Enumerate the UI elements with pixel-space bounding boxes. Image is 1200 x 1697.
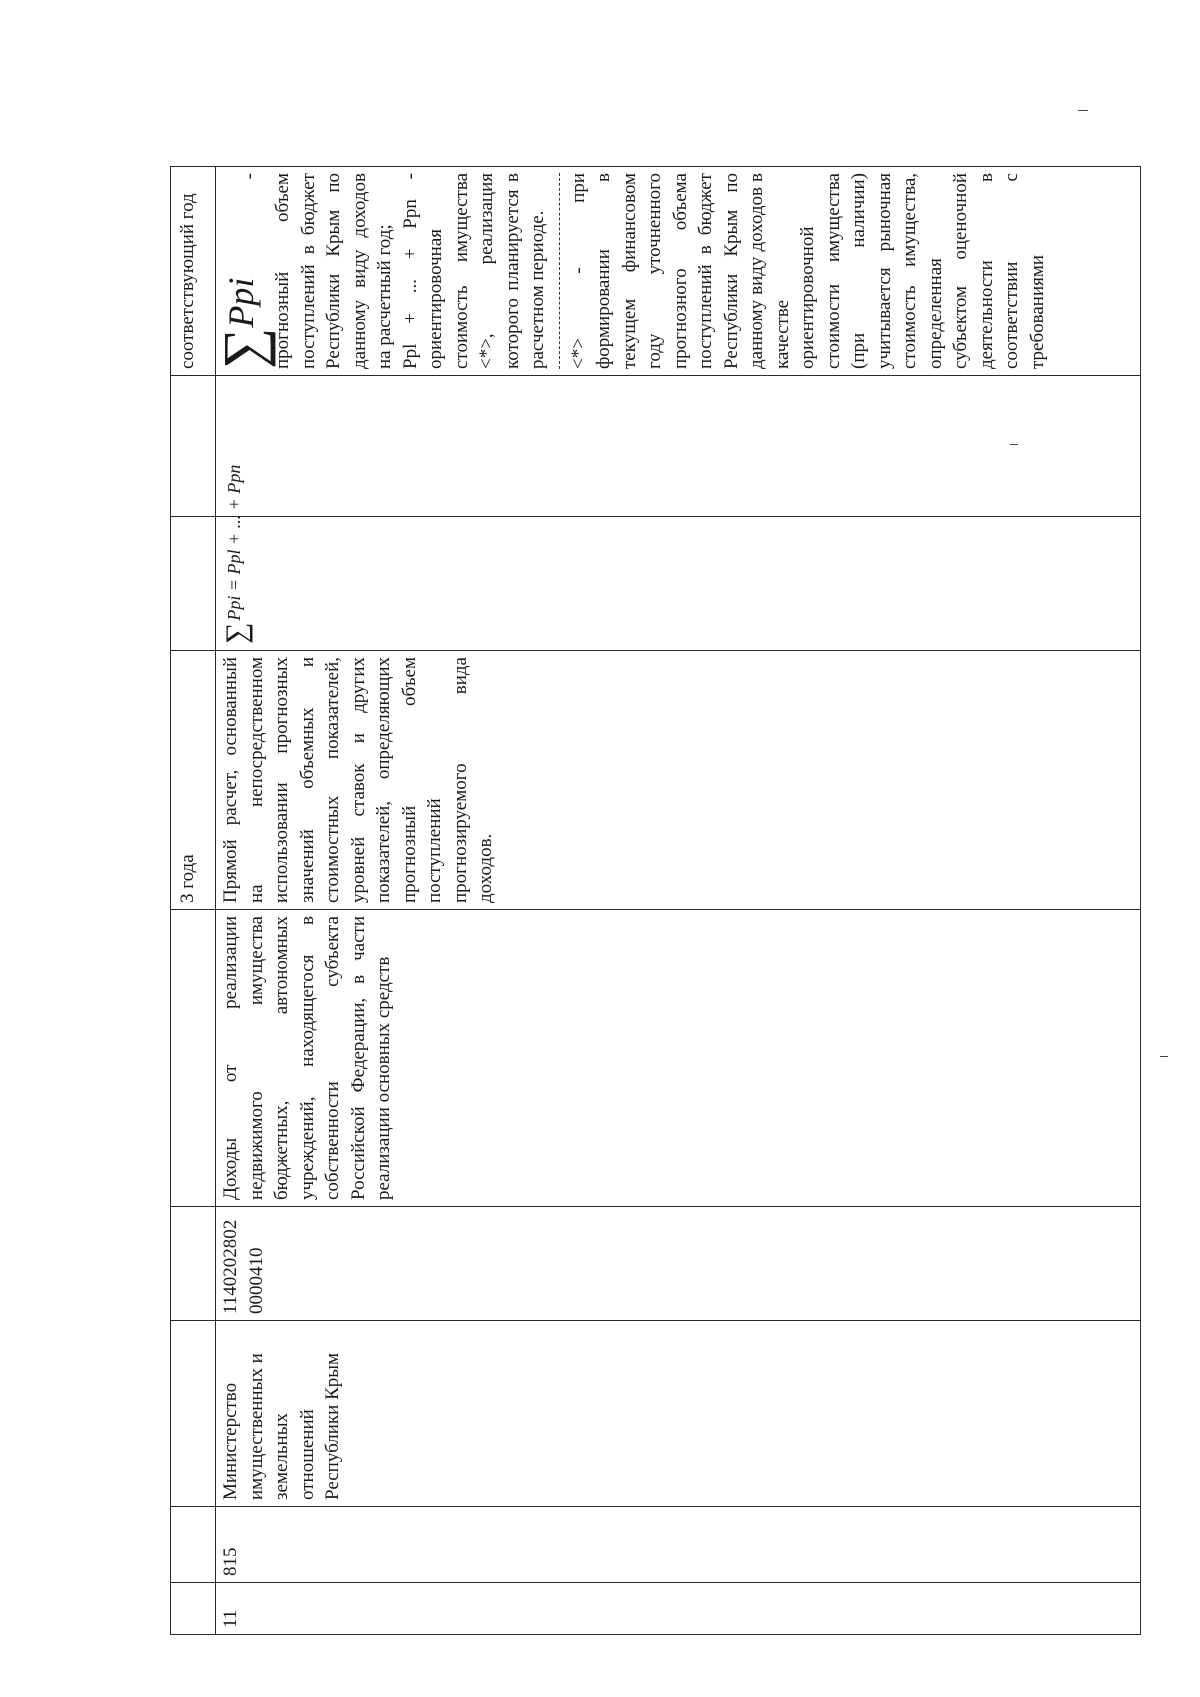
cont-cell-period: 3 года [171,651,216,910]
formula [220,464,253,644]
cont-cell-3 [171,1321,216,1507]
scan-speck [1010,444,1018,445]
footnote-text: <*> - при формировании в текущем финансовом году уточненного прогнозного объема поступлений в бюджет Республики Крым по данному виду доходов в качестве ориентировочной стоимости имущества (при наличии) учитывается рыночная стоимость имущества, определенная субъектом оценочной деятельности в соответствии с требованиями [567,173,1048,369]
sum-sign-large-icon: ∑ [211,327,276,369]
footnote-separator [559,173,560,369]
cont-cell-5 [171,910,216,1207]
cont-cell-8 [171,376,216,517]
empty-cell [216,376,1141,517]
cont-cell-2 [171,1507,216,1583]
scan-speck [1078,110,1088,111]
continuation-row [171,167,216,1635]
cont-cell-year: соответствующий год [171,167,216,376]
budget-classification-code [216,1207,1141,1321]
ppi-symbol: Ppi [221,277,261,328]
scan-speck [1160,1056,1168,1057]
calculation-method: Прямой расчет, основанный на непосредственном использовании прогнозных значений объемных и стоимостных показателей, уровней ставок и других показателей, определяющих прогнозный объем поступлений прогнозируемого вида доходов. [216,651,1141,910]
forecast-methods-table [170,166,1141,1635]
kbk-text: 11402028020000410 [220,1219,267,1314]
sum-sign-icon: ∑ [220,622,253,644]
description-first-paragraph [211,173,398,369]
administrator-name: Министерство имущественных и земельных отношений Республики Крым [216,1321,1141,1507]
cont-cell-4 [171,1207,216,1321]
cont-cell-7 [171,517,216,651]
ppi-definition: - прогнозный объем поступлений в бюджет Республики Крым по данному виду доходов на расчетный год; [239,173,395,369]
table-row [216,167,1141,1635]
cont-cell-1 [171,1583,216,1635]
ppn-definition: Ppl + ... + Ppn - ориентировочная стоимость имущества <*>, реализация которого планируется в расчетном периоде. [399,173,548,369]
formula-text: Ppi = Ppl + ... + Ppn [224,464,244,621]
formula-cell [216,464,1141,651]
income-type-name: Доходы от реализации недвижимого имущества бюджетных, автономных учреждений, находящегося в собственности субъекта Российской Федерации, в части реализации основных средств [216,910,1141,1207]
row-number: 11 [216,1583,1141,1635]
admin-code: 815 [216,1507,1141,1583]
indicator-description [211,167,1141,376]
